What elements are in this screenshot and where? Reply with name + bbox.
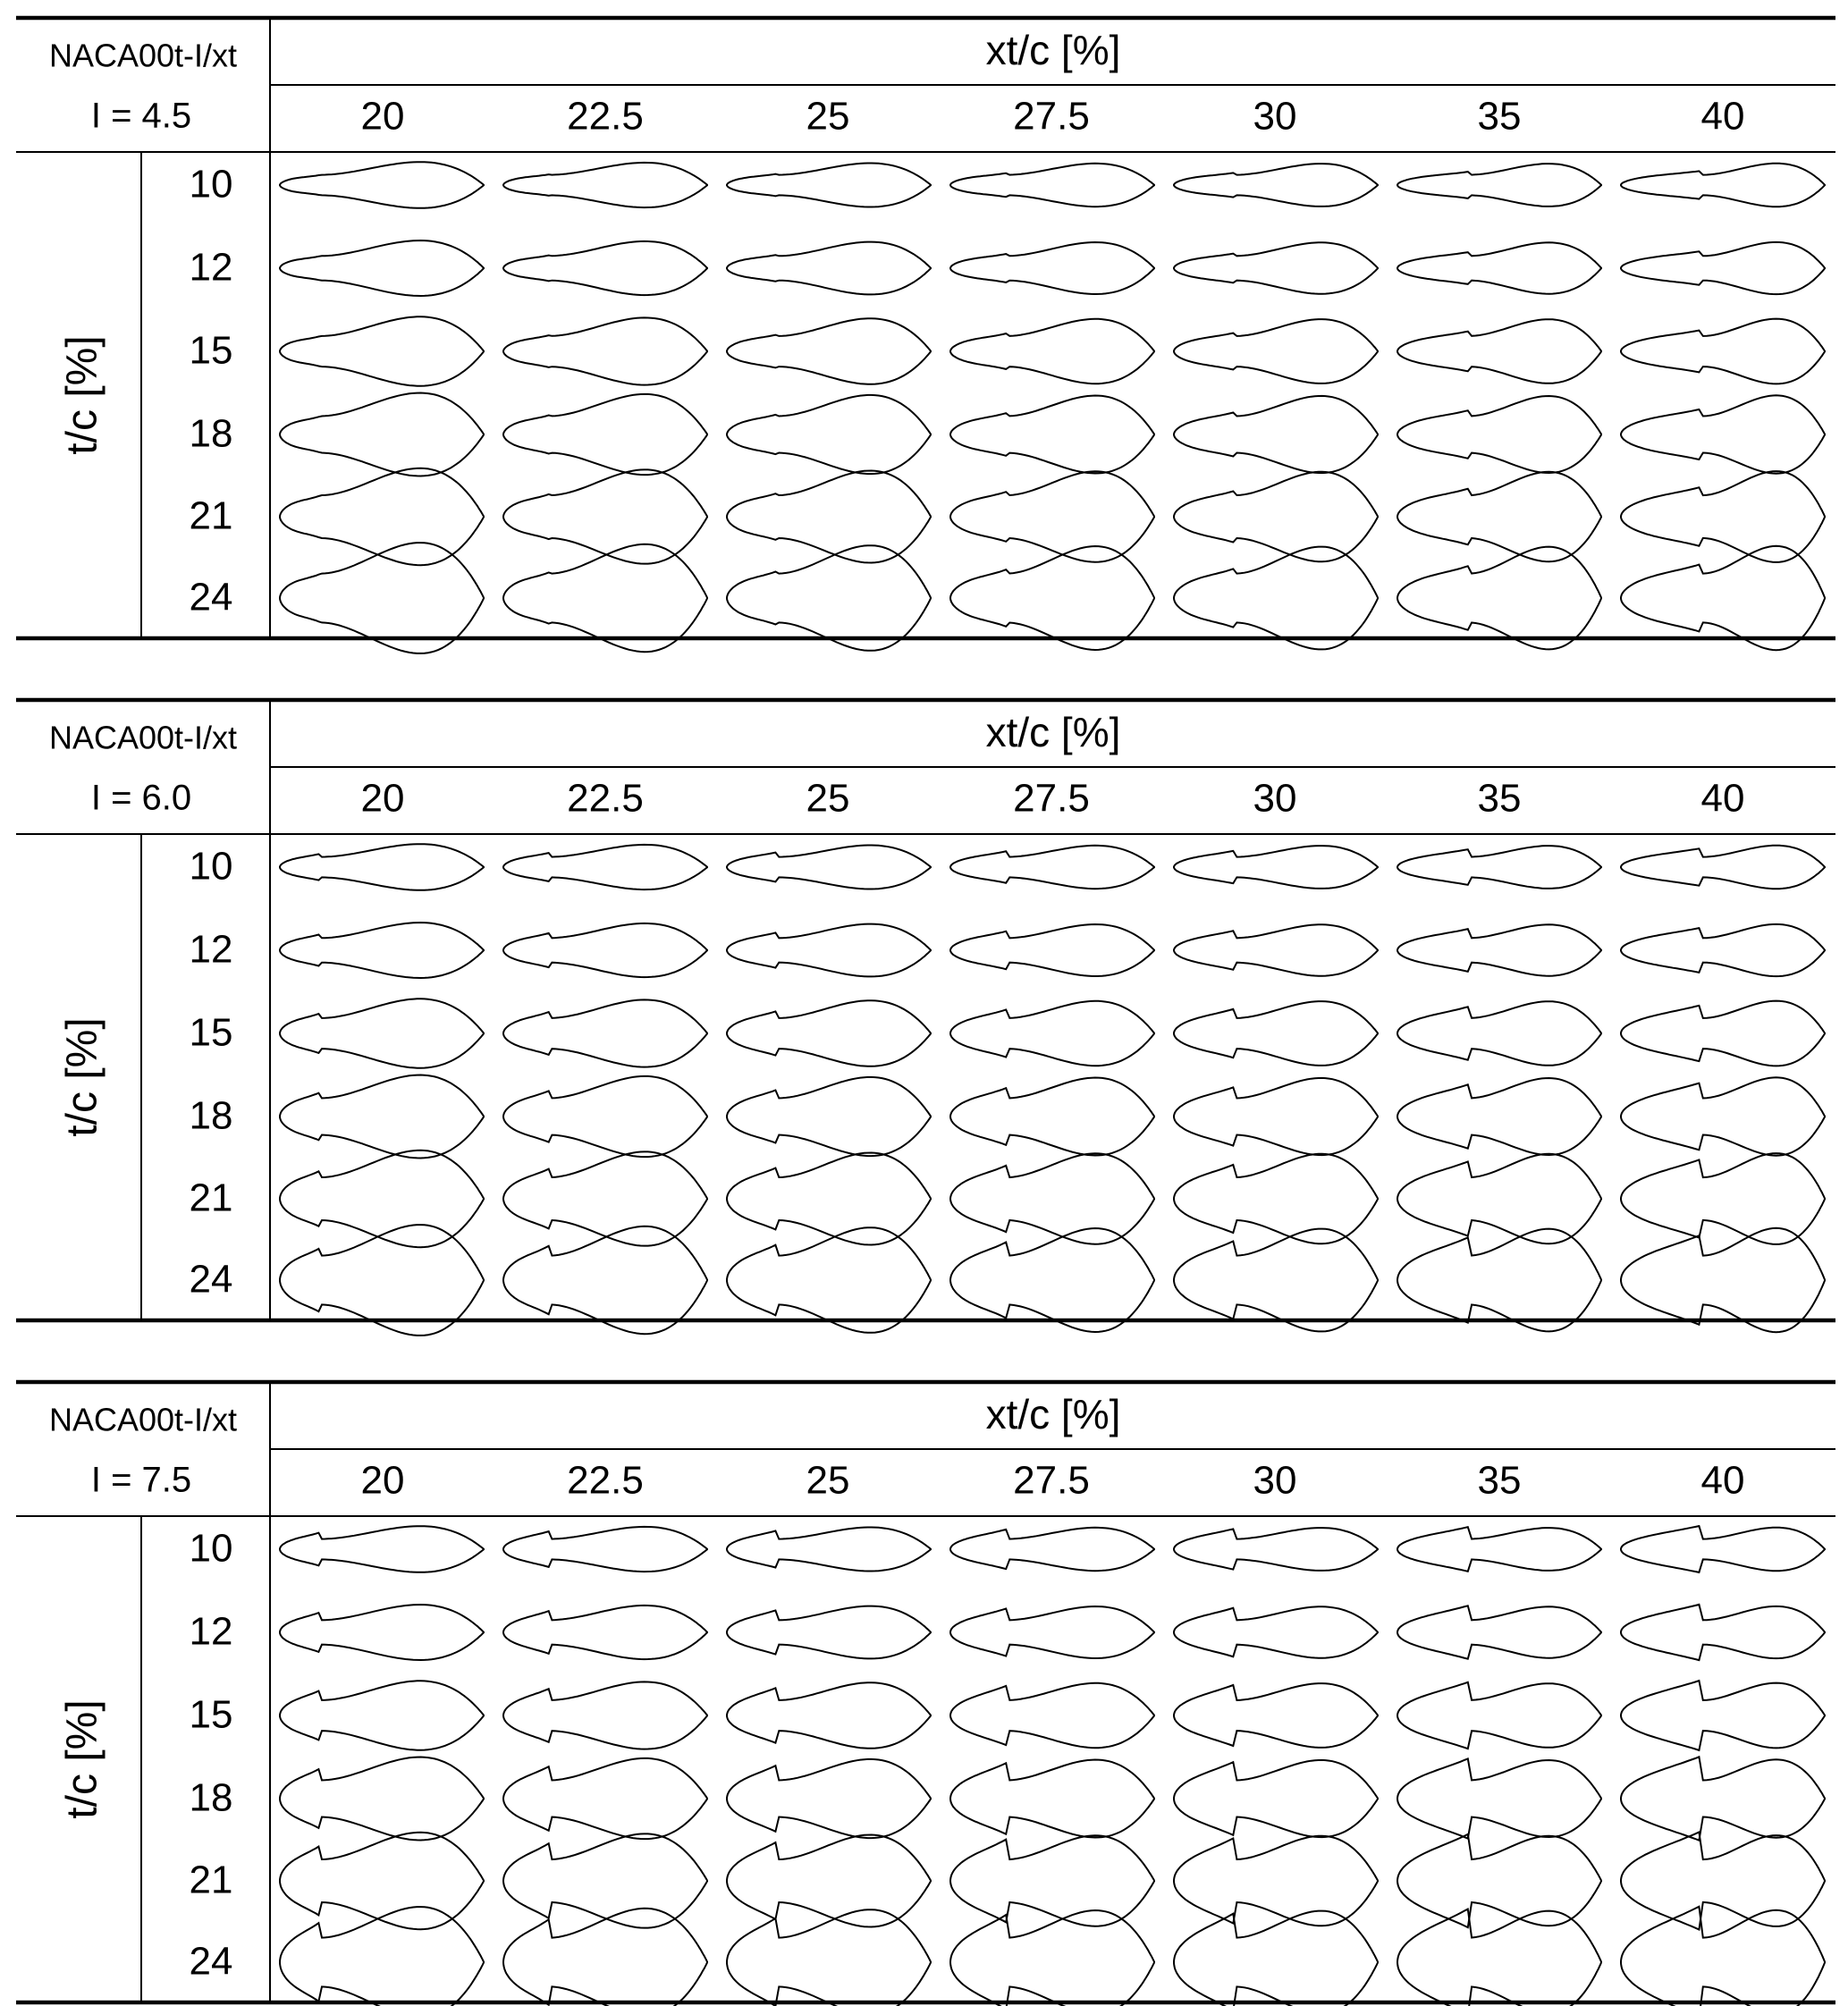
airfoil-outline (280, 393, 484, 476)
panel-1 (16, 18, 1835, 653)
xt-value-label: 30 (1253, 776, 1297, 821)
airfoil-outline (1397, 1001, 1601, 1066)
airfoil-outline (280, 1150, 484, 1247)
airfoil-outline (950, 1078, 1154, 1156)
airfoil-outline (1174, 846, 1378, 889)
t-value-label: 15 (189, 328, 233, 373)
airfoil-outline (1621, 164, 1825, 207)
airfoil-outline (280, 844, 484, 890)
designation-label: NACA00t-I/xt (48, 1401, 238, 1438)
airfoil-outline (1174, 1229, 1378, 1332)
t-value-label: 15 (189, 1692, 233, 1737)
parameter-label: I = 4.5 (90, 96, 192, 136)
airfoil-outline (1174, 164, 1378, 206)
airfoil-outline (1174, 319, 1378, 384)
airfoil-outline (1174, 396, 1378, 473)
t-value-label: 15 (189, 1010, 233, 1055)
airfoil-outline (280, 162, 484, 208)
t-value-label: 12 (189, 927, 233, 972)
panel-2 (16, 700, 1835, 1336)
airfoil-outline (1621, 1077, 1825, 1155)
airfoil-outline (1621, 1153, 1825, 1244)
airfoil-outline (503, 394, 707, 475)
airfoil-outline (950, 396, 1154, 474)
airfoil-outline (280, 1757, 484, 1841)
column-axis-label: xt/c [%] (985, 709, 1121, 756)
airfoil-outline (727, 924, 931, 977)
xt-value-label: 25 (806, 776, 850, 821)
airfoil-outline (727, 1682, 931, 1749)
airfoil-outline (1174, 1836, 1378, 1926)
parameter-label: I = 7.5 (90, 1460, 192, 1500)
airfoil-outline (1621, 319, 1825, 384)
airfoil-outline (503, 544, 707, 652)
airfoil-outline (280, 468, 484, 565)
airfoil-outline (1621, 1526, 1825, 1572)
xt-value-label: 22.5 (567, 1458, 644, 1503)
t-value-label: 18 (189, 1775, 233, 1820)
airfoil-outline (503, 999, 707, 1066)
airfoil-outline (1174, 1760, 1378, 1837)
airfoil-outline (950, 1910, 1154, 2006)
airfoil-outline (503, 1226, 707, 1334)
airfoil-outline (950, 242, 1154, 294)
airfoil-outline (727, 1528, 931, 1572)
airfoil-outline (503, 1076, 707, 1157)
airfoil-outline (727, 471, 931, 563)
airfoil-outline (950, 1228, 1154, 1332)
airfoil-outline (280, 1681, 484, 1749)
t-value-label: 21 (189, 493, 233, 538)
airfoil-outline (1397, 1527, 1601, 1572)
airfoil-outline (503, 845, 707, 889)
airfoil-outline (727, 395, 931, 474)
row-axis-label: t/c [%] (58, 1699, 106, 1819)
xt-value-label: 35 (1477, 776, 1522, 821)
airfoil-outline (950, 1001, 1154, 1066)
airfoil-outline (950, 546, 1154, 650)
xt-value-label: 30 (1253, 94, 1297, 139)
airfoil-outline (280, 923, 484, 978)
airfoil-outline (503, 469, 707, 563)
t-value-label: 10 (189, 162, 233, 206)
airfoil-outline (280, 240, 484, 296)
xt-value-label: 27.5 (1013, 94, 1090, 139)
xt-value-label: 27.5 (1013, 1458, 1090, 1503)
airfoil-outline (1621, 924, 1825, 976)
airfoil-outline (503, 241, 707, 295)
airfoil-outline (950, 1760, 1154, 1838)
t-value-label: 24 (189, 1257, 233, 1302)
row-axis-label: t/c [%] (58, 1017, 106, 1137)
airfoil-outline (1621, 471, 1825, 562)
airfoil-outline (280, 1605, 484, 1660)
airfoil-outline (1174, 924, 1378, 975)
airfoil-outline (503, 163, 707, 207)
airfoil-outline (1397, 1758, 1601, 1838)
airfoil-outline (1174, 1154, 1378, 1244)
t-value-label: 24 (189, 1939, 233, 1984)
t-value-label: 24 (189, 575, 233, 620)
airfoil-outline (503, 1909, 707, 2006)
airfoil-outline (727, 545, 931, 651)
xt-value-label: 40 (1700, 776, 1745, 821)
airfoil-outline (1621, 395, 1825, 473)
xt-value-label: 40 (1700, 94, 1745, 139)
airfoil-outline (1397, 547, 1601, 650)
t-value-label: 12 (189, 1609, 233, 1654)
t-value-label: 10 (189, 844, 233, 889)
airfoil-outline (727, 846, 931, 889)
airfoil-outline (1174, 1683, 1378, 1748)
airfoil-outline (950, 1606, 1154, 1658)
airfoil-outline (727, 1759, 931, 1838)
airfoil-outline (503, 1151, 707, 1245)
airfoil-outline (280, 1833, 484, 1929)
airfoil-outline (280, 1526, 484, 1572)
xt-value-label: 35 (1477, 94, 1522, 139)
airfoil-outline (1174, 1528, 1378, 1571)
column-axis-label: xt/c [%] (985, 27, 1121, 74)
airfoil-outline (280, 1907, 484, 2006)
xt-value-label: 20 (360, 1458, 405, 1503)
airfoil-outline (727, 1227, 931, 1333)
airfoil-outline (280, 316, 484, 385)
airfoil-outline (1397, 1606, 1601, 1658)
airfoil-outline (950, 1683, 1154, 1748)
airfoil-outline (727, 1909, 931, 2006)
airfoil-outline (1397, 1229, 1601, 1332)
t-value-label: 21 (189, 1176, 233, 1220)
airfoil-outline (503, 1758, 707, 1839)
airfoil-outline (503, 1527, 707, 1572)
designation-label: NACA00t-I/xt (48, 37, 238, 74)
airfoil-outline (503, 1833, 707, 1927)
airfoil-outline (727, 1077, 931, 1156)
airfoil-outline (1621, 546, 1825, 650)
airfoil-outline (1397, 472, 1601, 561)
airfoil-outline (1397, 164, 1601, 206)
airfoil-outline (727, 1835, 931, 1927)
airfoil-outline (1621, 1605, 1825, 1660)
xt-value-label: 20 (360, 94, 405, 139)
airfoil-outline (950, 1528, 1154, 1571)
airfoil-outline (1397, 396, 1601, 473)
t-value-label: 10 (189, 1526, 233, 1571)
airfoil-outline (1621, 1228, 1825, 1332)
airfoil-outline (1174, 242, 1378, 293)
airfoil-outline (727, 1606, 931, 1659)
airfoil-outline (1397, 1154, 1601, 1243)
airfoil-outline (503, 1682, 707, 1749)
airfoil-outline (950, 164, 1154, 206)
airfoil-outline (1397, 846, 1601, 889)
airfoil-outline (1397, 1834, 1601, 1927)
airfoil-outline (727, 164, 931, 207)
t-value-label: 12 (189, 245, 233, 290)
xt-value-label: 25 (806, 1458, 850, 1503)
panel-3 (16, 1382, 1835, 2006)
airfoil-outline (503, 1606, 707, 1659)
airfoil-outline (950, 924, 1154, 976)
airfoil-outline (1174, 472, 1378, 562)
airfoil-outline (1621, 1757, 1825, 1840)
row-axis-label: t/c [%] (58, 335, 106, 455)
airfoil-outline (1621, 1001, 1825, 1066)
airfoil-outline (1397, 242, 1601, 293)
column-axis-label: xt/c [%] (985, 1391, 1121, 1438)
xt-value-label: 40 (1700, 1458, 1745, 1503)
airfoil-outline (950, 1835, 1154, 1926)
airfoil-outline (503, 317, 707, 384)
t-value-label: 21 (189, 1858, 233, 1902)
airfoil-outline (950, 471, 1154, 561)
designation-label: NACA00t-I/xt (48, 719, 238, 756)
airfoil-outline (1174, 1078, 1378, 1155)
xt-value-label: 30 (1253, 1458, 1297, 1503)
airfoil-outline (280, 999, 484, 1067)
t-value-label: 18 (189, 1093, 233, 1138)
airfoil-outline (1397, 319, 1601, 384)
airfoil-outline (1174, 1606, 1378, 1657)
airfoil-outline (727, 1000, 931, 1066)
airfoil-outline (1621, 1681, 1825, 1750)
airfoil-outline (727, 242, 931, 295)
airfoil-outline (1174, 1001, 1378, 1066)
t-value-label: 18 (189, 411, 233, 456)
airfoil-outline (727, 318, 931, 384)
airfoil-outline (1397, 924, 1601, 975)
airfoil-outline (950, 319, 1154, 384)
airfoil-outline (950, 846, 1154, 889)
xt-value-label: 27.5 (1013, 776, 1090, 821)
xt-value-label: 20 (360, 776, 405, 821)
airfoil-outline (1174, 1911, 1378, 2006)
airfoil-outline (950, 1153, 1154, 1243)
airfoil-outline (280, 1075, 484, 1159)
airfoil-outline (1621, 846, 1825, 889)
airfoil-outline (1174, 547, 1378, 650)
airfoil-outline (727, 1153, 931, 1245)
airfoil-outline (1397, 1909, 1601, 2006)
parameter-label: I = 6.0 (90, 778, 192, 818)
xt-value-label: 35 (1477, 1458, 1522, 1503)
xt-value-label: 22.5 (567, 94, 644, 139)
airfoil-outline (1397, 1682, 1601, 1749)
airfoil-outline (1397, 1078, 1601, 1155)
airfoil-outline (1621, 242, 1825, 294)
airfoil-outline (503, 923, 707, 977)
xt-value-label: 25 (806, 94, 850, 139)
xt-value-label: 22.5 (567, 776, 644, 821)
